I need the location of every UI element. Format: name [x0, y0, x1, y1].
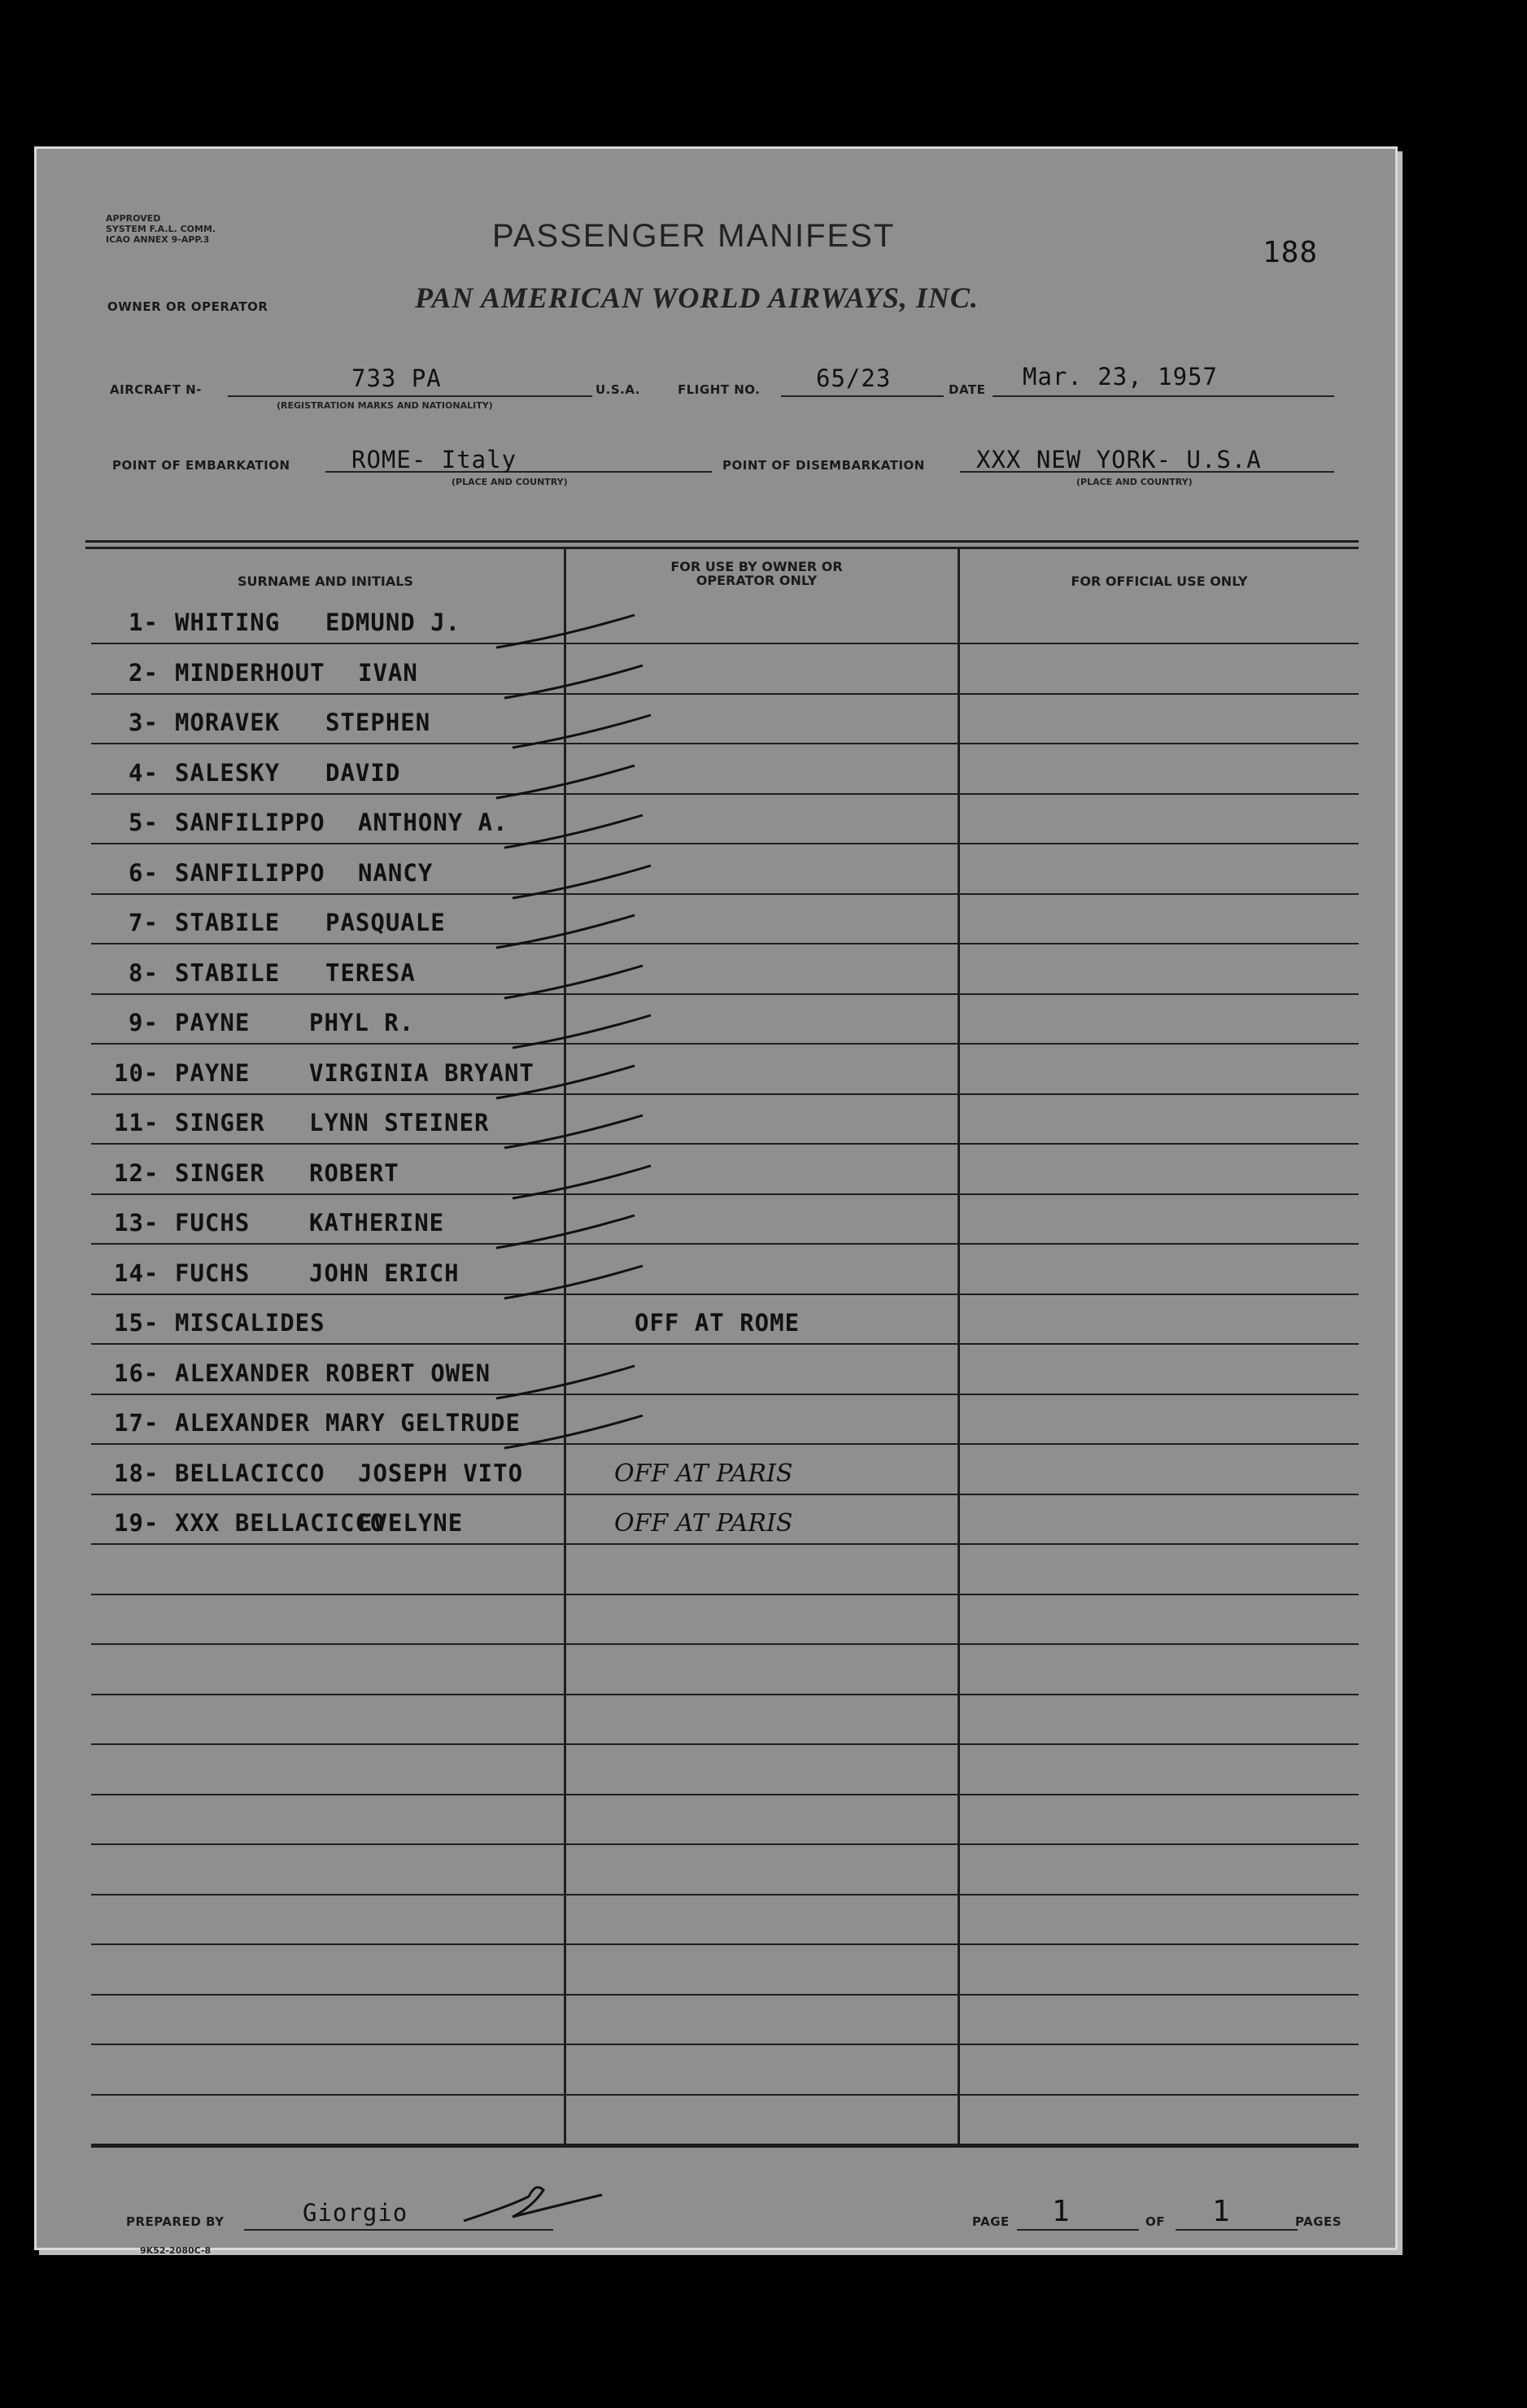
passenger-given-names: NANCY [358, 859, 434, 887]
passenger-number: 15- [114, 1309, 159, 1337]
aircraft-value: 733 PA [351, 364, 442, 392]
passenger-number: 16- [114, 1359, 159, 1387]
check-mark [513, 1166, 651, 1198]
passenger-surname: MORAVEK [175, 709, 281, 736]
passenger-given-names: ANTHONY A. [358, 809, 508, 836]
check-mark [504, 815, 643, 848]
passenger-number: 3- [129, 709, 159, 736]
check-mark [496, 615, 635, 648]
passenger-surname: SALESKY [175, 759, 281, 787]
signature [456, 2172, 618, 2237]
passenger-number: 4- [129, 759, 159, 787]
prepared-value: Giorgio [303, 2199, 408, 2227]
passenger-note: OFF AT PARIS [614, 1509, 793, 1538]
date-label: DATE [949, 382, 986, 397]
passenger-given-names: PHYL R. [309, 1009, 415, 1036]
passenger-number: 12- [114, 1159, 159, 1187]
passenger-surname: FUCHS [175, 1259, 251, 1287]
passenger-given-names: ROBERT [309, 1159, 399, 1187]
passenger-surname: STABILE [175, 909, 281, 936]
check-mark [504, 1115, 643, 1148]
column-header-owner: FOR USE BY OWNER OR OPERATOR ONLY [670, 559, 843, 588]
approval-line: ICAO ANNEX 9-APP.3 [106, 234, 210, 245]
aircraft-note: (REGISTRATION MARKS AND NATIONALITY) [277, 400, 493, 411]
passenger-surname: ALEXANDER [175, 1409, 311, 1437]
pages-label: PAGES [1295, 2214, 1342, 2229]
check-mark [513, 866, 651, 898]
passenger-given-names: JOHN ERICH [309, 1259, 460, 1287]
passenger-number: 11- [114, 1109, 159, 1136]
passenger-surname: MINDERHOUT [175, 659, 325, 687]
passenger-surname: SINGER [175, 1159, 265, 1187]
passenger-given-names: LYNN STEINER [309, 1109, 490, 1136]
check-mark [513, 1015, 651, 1048]
passenger-surname: PAYNE [175, 1059, 251, 1087]
of-value: 1 [1212, 2195, 1230, 2228]
passenger-given-names: EDMUND J. [325, 609, 461, 636]
passenger-surname: MISCALIDES [175, 1309, 325, 1337]
page-label: PAGE [972, 2214, 1010, 2229]
passenger-number: 2- [129, 659, 159, 687]
passenger-number: 8- [129, 959, 159, 987]
embark-label: POINT OF EMBARKATION [112, 458, 290, 473]
aircraft-label: AIRCRAFT N- [110, 382, 202, 397]
page-title: PASSENGER MANIFEST [492, 218, 896, 254]
passenger-number: 18- [114, 1459, 159, 1487]
passenger-surname: SANFILIPPO [175, 859, 325, 887]
passenger-number: 1- [129, 609, 159, 636]
flight-label: FLIGHT NO. [678, 382, 761, 397]
column-header-name: SURNAME AND INITIALS [238, 574, 413, 589]
check-mark [504, 665, 643, 698]
page-value: 1 [1052, 2195, 1070, 2228]
passenger-number: 10- [114, 1059, 159, 1087]
owner-label: OWNER OR OPERATOR [107, 299, 268, 314]
check-mark [504, 966, 643, 998]
disembark-label: POINT OF DISEMBARKATION [722, 458, 925, 473]
embark-value: ROME- Italy [351, 446, 517, 473]
of-underline [1176, 2229, 1298, 2231]
disembark-note: (PLACE AND COUNTRY) [1076, 477, 1193, 487]
passenger-number: 6- [129, 859, 159, 887]
check-mark [496, 1366, 635, 1398]
passenger-given-names: KATHERINE [309, 1209, 445, 1237]
passenger-given-names: EVELYNE [358, 1509, 464, 1537]
passenger-number: 7- [129, 909, 159, 936]
check-mark [504, 1266, 643, 1298]
passenger-surname: PAYNE [175, 1009, 251, 1036]
check-mark [504, 1416, 643, 1448]
disembark-value: XXX NEW YORK- U.S.A [976, 446, 1262, 473]
passenger-given-names: IVAN [358, 659, 418, 687]
passenger-number: 5- [129, 809, 159, 836]
passenger-given-names: STEPHEN [325, 709, 431, 736]
of-label: OF [1145, 2214, 1165, 2229]
passenger-surname: SANFILIPPO [175, 809, 325, 836]
passenger-given-names: ROBERT OWEN [325, 1359, 491, 1387]
embark-note: (PLACE AND COUNTRY) [452, 477, 568, 487]
passenger-note: OFF AT PARIS [614, 1459, 793, 1488]
check-mark [513, 715, 651, 748]
passenger-surname: ALEXANDER [175, 1359, 311, 1387]
airline-name: PAN AMERICAN WORLD AIRWAYS, INC. [415, 281, 979, 314]
passenger-surname: STABILE [175, 959, 281, 987]
page-number: 188 [1263, 236, 1319, 269]
prepared-label: PREPARED BY [126, 2214, 225, 2229]
check-mark [496, 766, 635, 798]
check-mark [496, 915, 635, 948]
column-header-official: FOR OFFICIAL USE ONLY [1071, 574, 1248, 589]
passenger-number: 17- [114, 1409, 159, 1437]
passenger-number: 19- [114, 1509, 159, 1537]
usa-label: U.S.A. [596, 382, 640, 397]
passenger-number: 13- [114, 1209, 159, 1237]
passenger-number: 14- [114, 1259, 159, 1287]
check-mark [496, 1215, 635, 1248]
passenger-given-names: DAVID [325, 759, 401, 787]
date-value: Mar. 23, 1957 [1023, 363, 1218, 390]
approval-line: APPROVED [106, 213, 161, 224]
passenger-given-names: MARY GELTRUDE [325, 1409, 521, 1437]
approval-line: SYSTEM F.A.L. COMM. [106, 224, 216, 234]
passenger-given-names: PASQUALE [325, 909, 446, 936]
passenger-surname: BELLACICCO [175, 1459, 325, 1487]
passenger-surname: WHITING [175, 609, 281, 636]
passenger-given-names: VIRGINIA BRYANT [309, 1059, 534, 1087]
passenger-surname: XXX BELLACICCO [175, 1509, 386, 1537]
passenger-given-names: TERESA [325, 959, 416, 987]
form-code: 9K52-2080C-8 [140, 2245, 212, 2256]
passenger-note: OFF AT ROME [635, 1309, 801, 1337]
check-mark [496, 1066, 635, 1098]
passenger-given-names: JOSEPH VITO [358, 1459, 524, 1487]
passenger-surname: SINGER [175, 1109, 265, 1136]
passenger-number: 9- [129, 1009, 159, 1036]
flight-value: 65/23 [816, 364, 892, 392]
page-underline [1017, 2229, 1139, 2231]
passenger-surname: FUCHS [175, 1209, 251, 1237]
